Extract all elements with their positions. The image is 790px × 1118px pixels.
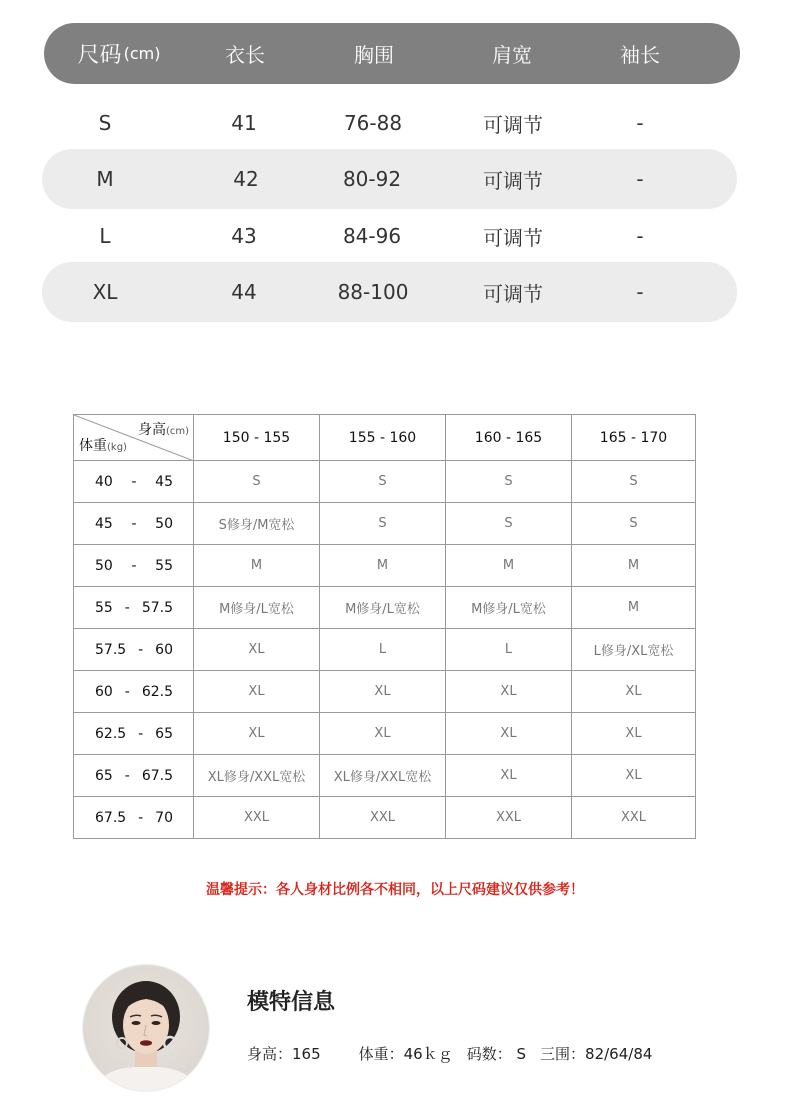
size-suggestion-cell: S	[320, 461, 446, 503]
size-suggestion-cell: XL	[572, 755, 696, 797]
size-suggestion-cell: L	[320, 629, 446, 671]
size-suggestion-cell: L修身/XL宽松	[572, 629, 696, 671]
chest-cell: 76-88	[343, 111, 403, 135]
sleeve-cell: -	[636, 280, 644, 304]
sleeve-column-header: 袖长	[620, 43, 660, 67]
size-suggestion-cell: S	[572, 461, 696, 503]
size-suggestion-cell: M修身/L宽松	[194, 587, 320, 629]
size-suggestion-cell: M	[572, 587, 696, 629]
model-stats	[247, 1043, 652, 1064]
size-row	[42, 206, 737, 266]
size-suggestion-cell: XL	[320, 713, 446, 755]
chest-cell: 84-96	[342, 224, 402, 248]
weight-range-cell: 40 - 45	[74, 461, 194, 503]
sleeve-cell: -	[636, 111, 644, 135]
weight-range-cell: 62.5 - 65	[74, 713, 194, 755]
weight-row	[74, 713, 696, 755]
length-cell: 41	[231, 111, 257, 135]
size-suggestion-cell: XL	[446, 713, 572, 755]
weight-row	[74, 629, 696, 671]
weight-range-cell: 57.5 - 60	[74, 629, 194, 671]
size-cell: M	[96, 167, 114, 191]
sleeve-cell: -	[636, 224, 644, 248]
size-suggestion-cell: XXL	[446, 797, 572, 839]
size-tip-notice: 温馨提示：各人身材比例各不相同，以上尺码建议仅供参考！	[206, 882, 584, 898]
size-label: 尺码	[77, 43, 122, 68]
size-suggestion-cell: M	[572, 545, 696, 587]
size-suggestion-cell: L	[446, 629, 572, 671]
size-suggestion-cell: XXL	[194, 797, 320, 839]
size-suggestion-cell: XL修身/XXL宽松	[320, 755, 446, 797]
size-suggestion-cell: M修身/L宽松	[320, 587, 446, 629]
size-suggestion-cell: XL	[572, 671, 696, 713]
size-unit: (cm)	[123, 44, 161, 63]
sleeve-cell: -	[636, 167, 644, 191]
weight-range-cell: 65 - 67.5	[74, 755, 194, 797]
model-weight: 体重：46ｋｇ	[358, 1045, 453, 1063]
size-row	[42, 262, 737, 322]
size-table-header	[44, 23, 740, 84]
header-row	[74, 415, 696, 461]
weight-range-cell: 45 - 50	[74, 503, 194, 545]
size-suggestion-cell: M	[320, 545, 446, 587]
shoulder-cell: 可调节	[483, 112, 543, 137]
size-suggestion-cell: XL	[572, 713, 696, 755]
weight-row	[74, 461, 696, 503]
weight-range-cell: 55 - 57.5	[74, 587, 194, 629]
model-portrait-icon	[83, 965, 209, 1091]
chest-column-header: 胸围	[354, 43, 394, 67]
model-height: 身高：165	[247, 1045, 321, 1063]
shoulder-cell: 可调节	[483, 225, 543, 250]
size-column-header	[78, 23, 161, 84]
size-suggestion-cell: XXL	[572, 797, 696, 839]
weight-row	[74, 671, 696, 713]
height-range-header: 165 - 170	[572, 415, 696, 461]
weight-axis-label: 体重(kg)	[79, 438, 127, 454]
length-cell: 43	[231, 224, 257, 248]
size-row	[42, 93, 737, 153]
size-suggestion-cell: XL	[446, 755, 572, 797]
height-range-header: 160 - 165	[446, 415, 572, 461]
size-suggestion-cell: XL修身/XXL宽松	[194, 755, 320, 797]
size-suggestion-cell: S	[572, 503, 696, 545]
shoulder-cell: 可调节	[483, 168, 543, 193]
shoulder-cell: 可调节	[483, 281, 543, 306]
model-size: 码数： S	[466, 1045, 527, 1063]
model-measurements: 三围：82/64/84	[540, 1045, 653, 1063]
size-suggestion-cell: S	[194, 461, 320, 503]
weight-row	[74, 797, 696, 839]
length-column-header: 衣长	[225, 43, 265, 67]
weight-row	[74, 545, 696, 587]
size-suggestion-cell: XXL	[320, 797, 446, 839]
size-suggestion-cell: S修身/M宽松	[194, 503, 320, 545]
size-suggestion-cell: XL	[320, 671, 446, 713]
weight-range-cell: 60 - 62.5	[74, 671, 194, 713]
size-suggestion-cell: M	[446, 545, 572, 587]
weight-range-cell: 67.5 - 70	[74, 797, 194, 839]
height-axis-label: 身高(cm)	[137, 422, 189, 438]
size-suggestion-cell: S	[320, 503, 446, 545]
size-cell: XL	[92, 280, 118, 304]
size-suggestion-cell: S	[446, 503, 572, 545]
size-cell: S	[98, 111, 112, 135]
model-info-title: 模特信息	[247, 990, 336, 1015]
weight-range-cell: 50 - 55	[74, 545, 194, 587]
size-suggestion-cell: XL	[194, 713, 320, 755]
size-cell: L	[99, 224, 111, 248]
size-suggestion-cell: M修身/L宽松	[446, 587, 572, 629]
weight-row	[74, 587, 696, 629]
chest-cell: 80-92	[342, 167, 402, 191]
length-cell: 42	[233, 167, 259, 191]
weight-row	[74, 503, 696, 545]
shoulder-column-header: 肩宽	[492, 43, 532, 67]
weight-row	[74, 755, 696, 797]
height-range-header: 150 - 155	[194, 415, 320, 461]
model-avatar	[83, 965, 209, 1091]
height-range-header: 155 - 160	[320, 415, 446, 461]
size-suggestion-cell: XL	[446, 671, 572, 713]
size-suggestion-cell: XL	[194, 629, 320, 671]
size-suggestion-cell: XL	[194, 671, 320, 713]
chest-cell: 88-100	[337, 280, 409, 304]
size-recommend-table	[73, 414, 696, 839]
corner-cell	[74, 415, 194, 461]
size-suggestion-cell: S	[446, 461, 572, 503]
length-cell: 44	[231, 280, 257, 304]
size-row	[42, 149, 737, 209]
size-suggestion-cell: M	[194, 545, 320, 587]
